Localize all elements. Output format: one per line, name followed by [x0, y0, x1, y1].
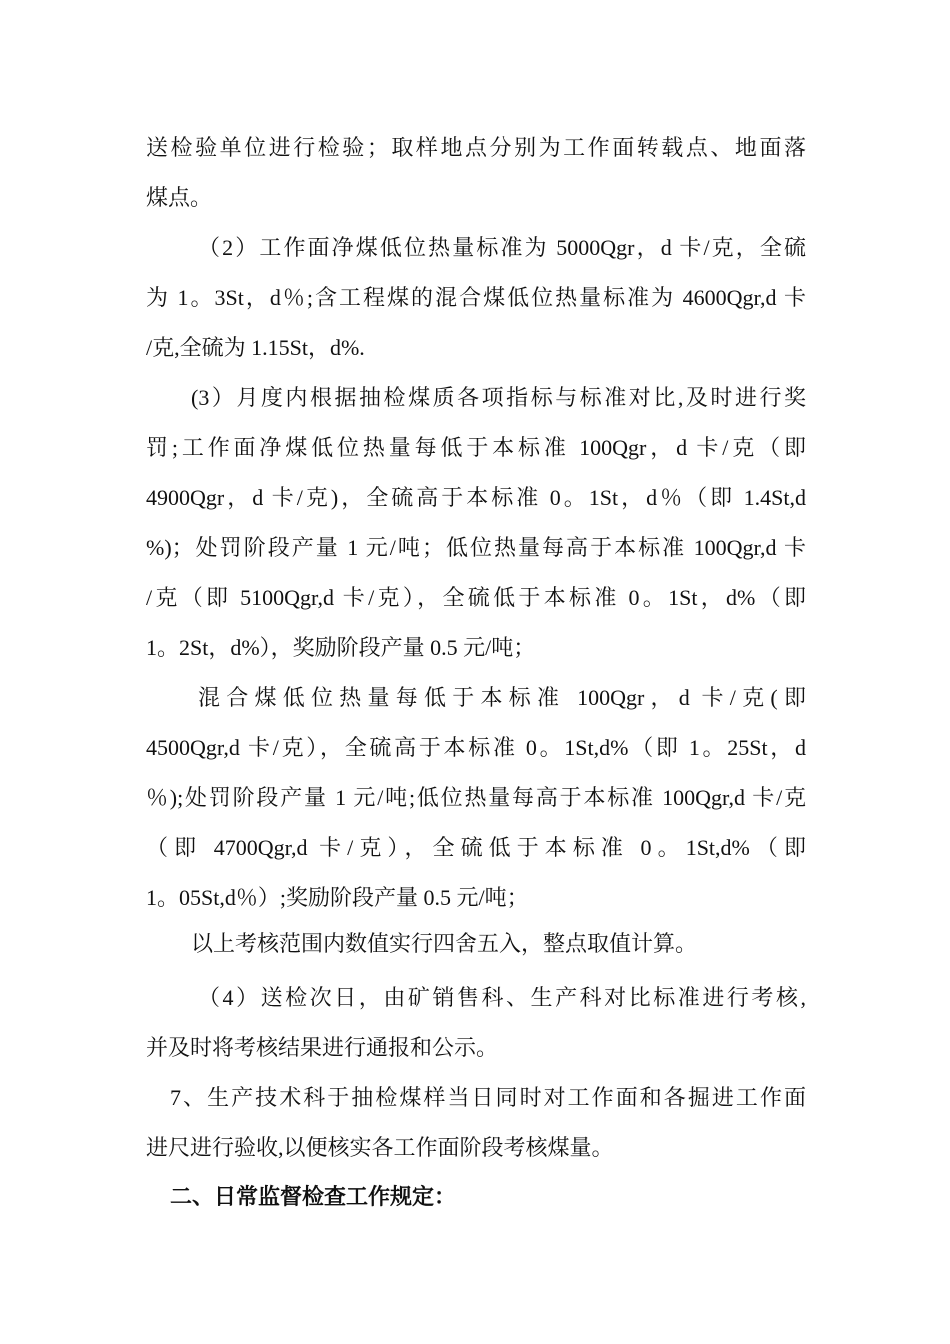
- text-line: （即 4700Qgr,d 卡/克），全硫低于本标准 0。1St,d%（即: [146, 835, 806, 860]
- text-line: 进尺进行验收,以便核实各工作面阶段考核煤量。: [146, 1135, 614, 1160]
- text-line: 为 1。3St，d％;含工程煤的混合煤低位热量标准为 4600Qgr,d 卡: [146, 285, 806, 310]
- text-line: 并及时将考核结果进行通报和公示。: [146, 1035, 499, 1060]
- text-line: （4）送检次日，由矿销售科、生产科对比标准进行考核,: [198, 985, 806, 1010]
- text-line: ％);处罚阶段产量 1 元/吨;低位热量每高于本标准 100Qgr,d 卡/克: [146, 785, 806, 810]
- text-line: /克,全硫为 1.15St，d%.: [146, 335, 365, 360]
- text-line: 混合煤低位热量每低于本标准 100Qgr，d 卡/克(即: [198, 685, 806, 710]
- text-line: 1。05St,d％）;奖励阶段产量 0.5 元/吨；: [146, 885, 529, 910]
- section-heading: 二、日常监督检查工作规定：: [170, 1185, 457, 1210]
- text-line: 送检验单位进行检验；取样地点分别为工作面转载点、地面落: [146, 135, 806, 160]
- text-line: 以上考核范围内数值实行四舍五入，整点取值计算。: [191, 931, 698, 956]
- text-line: （2）工作面净煤低位热量标准为 5000Qgr，d 卡/克，全硫: [198, 235, 806, 260]
- text-line: 4500Qgr,d 卡/克），全硫高于本标准 0。1St,d%（即 1。25St，d: [146, 735, 806, 760]
- text-line: /克（即 5100Qgr,d 卡/克），全硫低于本标准 0。1St，d%（即: [146, 585, 806, 610]
- text-line: (3）月度内根据抽检煤质各项指标与标准对比,及时进行奖: [191, 385, 806, 410]
- text-line: 1。2St，d%），奖励阶段产量 0.5 元/吨；: [146, 635, 536, 660]
- text-line: 4900Qgr，d 卡/克)，全硫高于本标准 0。1St，d％（即 1.4St,d: [146, 485, 806, 510]
- text-line: 煤点。: [146, 185, 213, 210]
- text-line: 7、生产技术科于抽检煤样当日同时对工作面和各掘进工作面: [170, 1085, 806, 1110]
- text-line: %)；处罚阶段产量 1 元/吨；低位热量每高于本标准 100Qgr,d 卡: [146, 535, 806, 560]
- text-line: 罚;工作面净煤低位热量每低于本标准 100Qgr，d 卡/克（即: [146, 435, 806, 460]
